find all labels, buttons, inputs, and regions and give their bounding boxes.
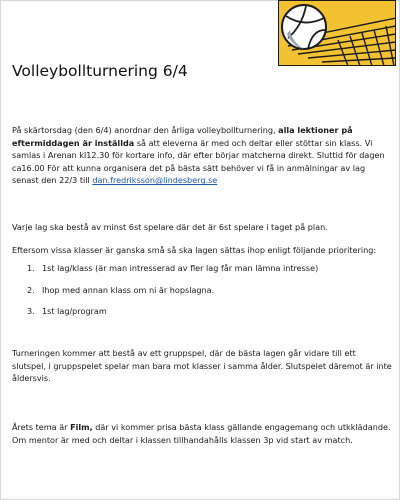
tournament-format-paragraph: Turneringen kommer att bestå av ett gruppspel, där de bästa lagen går vidare till ett slutspel, i gruppspelet spelar man bara mot klasser i samma ålder. Slutspelet däremot är inte åldersvis. bbox=[12, 348, 392, 384]
list-item bbox=[12, 305, 392, 327]
list-item bbox=[12, 262, 392, 284]
intro-text-part1: På skärtorsdag (den 6/4) anordnar den årliga volleybollturnering, bbox=[12, 125, 279, 135]
priority-list bbox=[12, 262, 392, 327]
list-item-number: 2. bbox=[27, 284, 35, 295]
page-title: Volleybollturnering 6/4 bbox=[12, 62, 188, 80]
volleyball-clipart-icon bbox=[278, 0, 396, 66]
email-link[interactable]: dan.fredriksson@lindesberg.se bbox=[92, 175, 218, 186]
list-item-text: 1st lag/klass (är man intresserad av fler lag får man lämna intresse) bbox=[42, 263, 319, 273]
list-item-text: 1st lag/program bbox=[42, 306, 107, 316]
team-rule-paragraph: Varje lag ska bestå av minst 6st spelare där det är 6st spelare i taget på plan. bbox=[12, 222, 328, 232]
list-item bbox=[12, 284, 392, 306]
list-item-number: 1. bbox=[27, 263, 35, 273]
theme-paragraph bbox=[12, 421, 392, 446]
intro-bold-text: alla lektioner på eftermiddagen är inställda bbox=[12, 125, 353, 148]
theme-bold-text: Film, bbox=[70, 422, 93, 432]
theme-text-part2: där vi kommer prisa bästa klass gällande engagemang och utkklädande. Om mentor är med och deltar i klassen tillhandahålls klassen 3p vid start av match. bbox=[12, 422, 391, 445]
list-item-number: 3. bbox=[27, 306, 35, 316]
intro-text-part2: så att eleverna är med och deltar eller stöttar sin klass. Vi samlas i Arenan kl12.30 för kortare info, där efter börjar matcherna direkt. Sluttid för dagen ca16.00 För att kunna organisera det på bästa sätt behöver vi få in anmälningar av lag senast den 22/3 till bbox=[12, 137, 385, 186]
theme-text-part1: Årets tema är bbox=[12, 422, 71, 432]
list-item-text: Ihop med annan klass om ni är hopslagna. bbox=[42, 284, 215, 295]
intro-paragraph bbox=[12, 124, 392, 187]
priority-intro-paragraph: Eftersom vissa klasser är ganska små så ska lagen sättas ihop enligt följande prioritering: bbox=[12, 245, 377, 255]
